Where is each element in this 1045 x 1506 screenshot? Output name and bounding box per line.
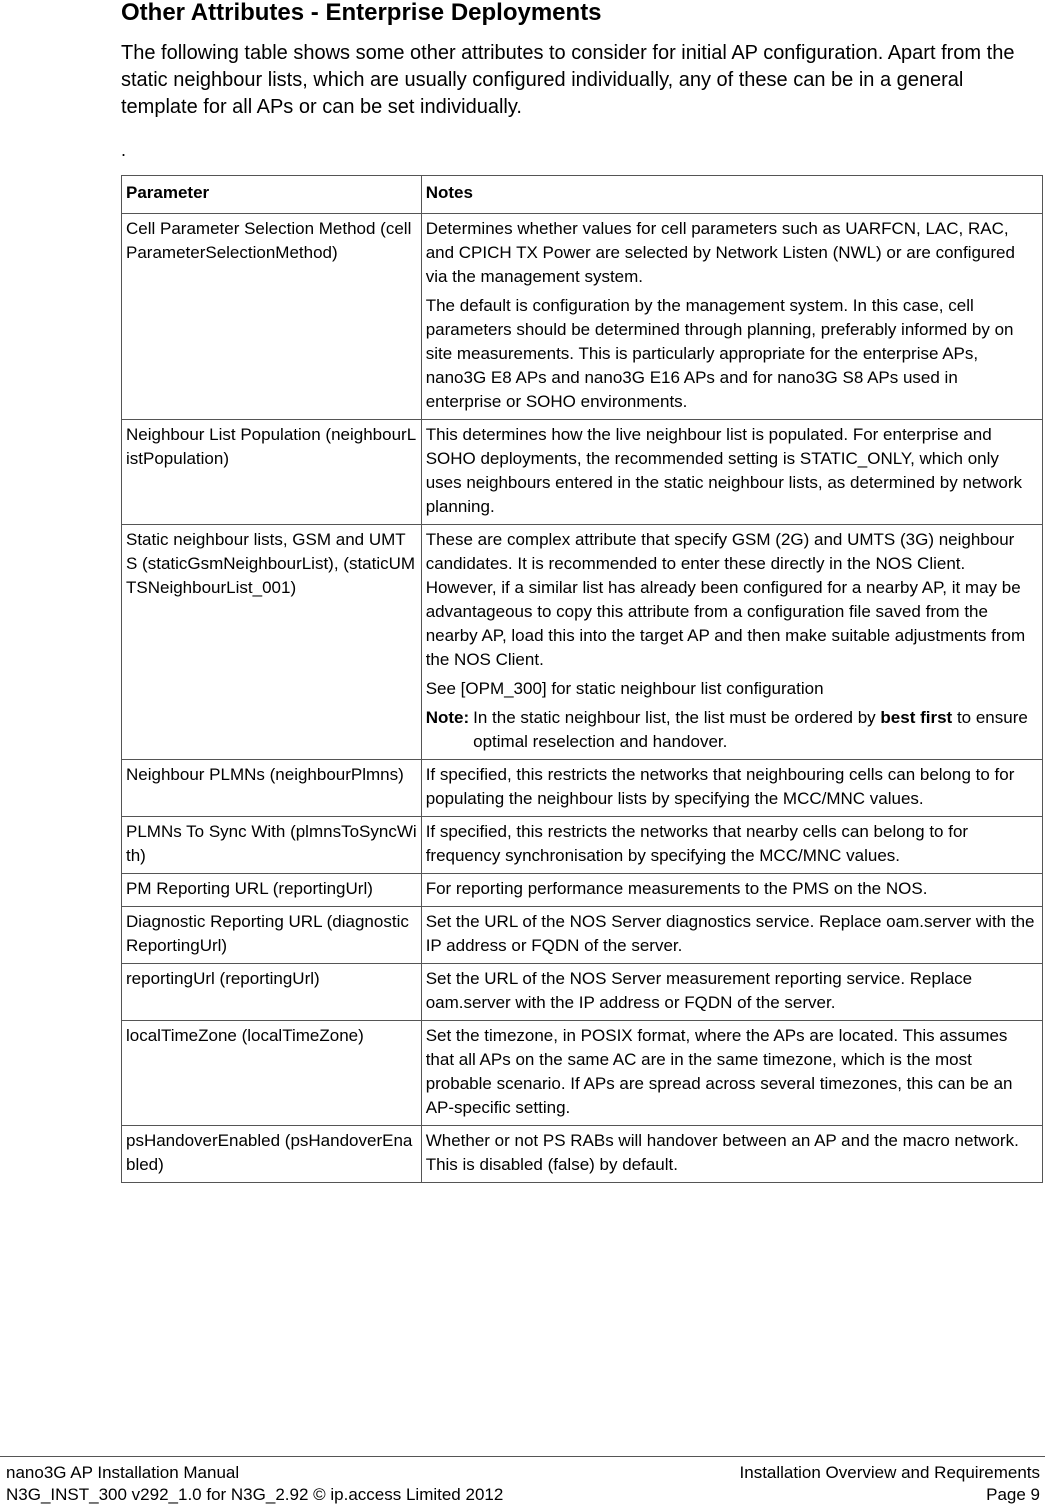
param-cell: Neighbour List Population (neighbourListPopulation) [122, 420, 422, 525]
param-cell: localTimeZone (localTimeZone) [122, 1021, 422, 1126]
note-text [473, 706, 1038, 754]
note-text-post: to ensure optimal reselection and handover. [473, 708, 1028, 751]
notes-cell [421, 420, 1042, 525]
table-row [122, 817, 1043, 874]
table-header-row [122, 176, 1043, 214]
footer-chapter-title: Installation Overview and Requirements [739, 1463, 1040, 1482]
footer-doc-id: N3G_INST_300 v292_1.0 for N3G_2.92 © ip.access Limited 2012 [6, 1485, 504, 1504]
intro-paragraph: The following table shows some other attributes to consider for initial AP configuration. Apart from the static neighbour lists, which are usually configured individually, any of these can be in a general template for all APs or can be set individually. [121, 42, 1015, 118]
notes-cell [421, 525, 1042, 760]
notes-text: The default is configuration by the management system. In this case, cell parameters should be determined through planning, preferably informed by on site measurements. This is particularly appropriate for the enterprise APs, nano3G E8 APs and nano3G E16 APs and for nano3G S8 APs used in enterprise or SOHO environments. [425, 296, 1014, 411]
notes-cell [421, 964, 1042, 1021]
section-heading: Other Attributes - Enterprise Deployments [121, 0, 602, 26]
notes-text: See [OPM_300] for static neighbour list configuration [425, 679, 824, 698]
notes-text: Set the URL of the NOS Server diagnostics service. Replace oam.server with the IP address or FQDN of the server. [425, 912, 1035, 955]
table-row [122, 874, 1043, 907]
notes-cell [421, 214, 1042, 420]
note-text-pre: In the static neighbour list, the list must be ordered by [473, 708, 881, 727]
notes-text: Determines whether values for cell parameters such as UARFCN, LAC, RAC, and CPICH TX Power are selected by Network Listen (NWL) or are configured via the management system. [425, 219, 1015, 286]
notes-cell [421, 1126, 1042, 1183]
notes-cell [421, 817, 1042, 874]
param-cell: PM Reporting URL (reportingUrl) [122, 874, 422, 907]
stray-period: . [121, 140, 127, 160]
notes-text: This determines how the live neighbour list is populated. For enterprise and SOHO deployments, the recommended setting is STATIC_ONLY, which only uses neighbours entered in the static neighbour lists, as determined by network planning. [425, 425, 1022, 516]
table-row [122, 760, 1043, 817]
footer-divider [0, 1456, 1045, 1457]
table-row [122, 1021, 1043, 1126]
header-parameter: Parameter [122, 176, 422, 214]
note-emphasis: best first [880, 708, 953, 727]
table-row [122, 214, 1043, 420]
notes-cell [421, 874, 1042, 907]
table-row [122, 964, 1043, 1021]
param-cell: Diagnostic Reporting URL (diagnosticReportingUrl) [122, 907, 422, 964]
table-row [122, 420, 1043, 525]
attributes-table [121, 175, 1043, 1183]
notes-text: If specified, this restricts the networks that neighbouring cells can belong to for populating the neighbour lists by specifying the MCC/MNC values. [425, 765, 1015, 808]
table-row [122, 907, 1043, 964]
note-label: Note: [425, 708, 470, 727]
param-cell: PLMNs To Sync With (plmnsToSyncWith) [122, 817, 422, 874]
notes-text: For reporting performance measurements to the PMS on the NOS. [425, 879, 928, 898]
table-row [122, 525, 1043, 760]
header-notes: Notes [421, 176, 1042, 214]
notes-text: These are complex attribute that specify GSM (2G) and UMTS (3G) neighbour candidates. It is recommended to enter these directly in the NOS Client. However, if a similar list has already been configured for a nearby AP, it may be advantageous to copy this attribute from a configuration file saved from the nearby AP, load this into the target AP and then make suitable adjustments from the NOS Client. [425, 530, 1026, 669]
param-cell: reportingUrl (reportingUrl) [122, 964, 422, 1021]
param-cell: psHandoverEnabled (psHandoverEnabled) [122, 1126, 422, 1183]
table-row [122, 1126, 1043, 1183]
notes-cell [421, 907, 1042, 964]
footer-page-number: Page 9 [986, 1485, 1040, 1504]
footer-manual-title: nano3G AP Installation Manual [6, 1463, 240, 1482]
param-cell: Static neighbour lists, GSM and UMTS (staticGsmNeighbourList), (staticUMTSNeighbourList_001) [122, 525, 422, 760]
notes-cell [421, 760, 1042, 817]
notes-text: If specified, this restricts the networks that nearby cells can belong to for frequency synchronisation by specifying the MCC/MNC values. [425, 822, 969, 865]
notes-text: Set the URL of the NOS Server measurement reporting service. Replace oam.server with the IP address or FQDN of the server. [425, 969, 973, 1012]
notes-text: Whether or not PS RABs will handover between an AP and the macro network. This is disabled (false) by default. [425, 1131, 1019, 1174]
param-cell: Cell Parameter Selection Method (cellParameterSelectionMethod) [122, 214, 422, 420]
notes-cell [421, 1021, 1042, 1126]
notes-text: Set the timezone, in POSIX format, where the APs are located. This assumes that all APs on the same AC are in the same timezone, which is the most probable scenario. If APs are spread across several timezones, this can be an AP-specific setting. [425, 1026, 1013, 1117]
note-callout [426, 706, 1038, 754]
param-cell: Neighbour PLMNs (neighbourPlmns) [122, 760, 422, 817]
